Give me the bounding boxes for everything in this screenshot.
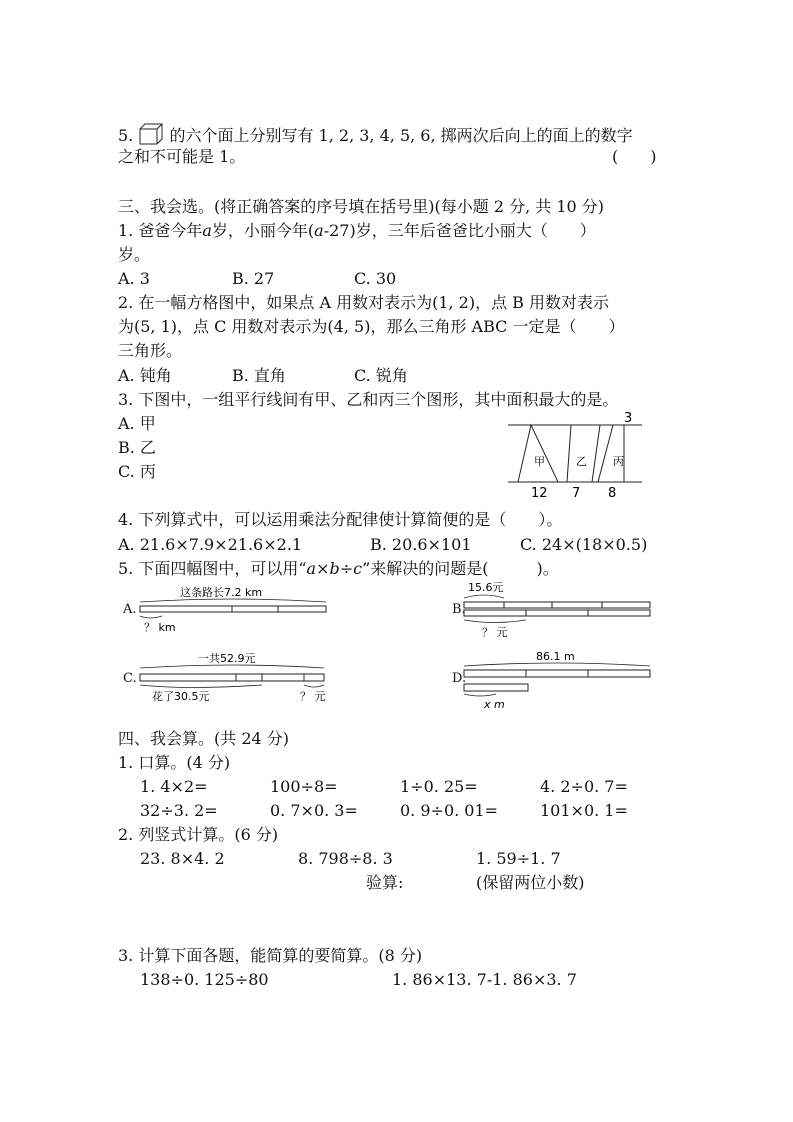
label-yi: 乙 xyxy=(576,455,587,468)
q5-text-cont: 之和不可能是 1。 xyxy=(118,147,246,166)
oral-calc-item: 0. 7×0. 3= xyxy=(270,801,358,820)
q2-option-a: A. 钝角 xyxy=(118,366,172,385)
diagram-c-bottom1: 花了30.5元 xyxy=(152,690,210,702)
simplify-item: 138÷0. 125÷80 xyxy=(140,970,269,989)
oral-calc-item: 1. 4×2= xyxy=(140,777,208,796)
q1-text: 岁，小丽今年( xyxy=(211,221,315,240)
simplify-item: 1. 86×13. 7-1. 86×3. 7 xyxy=(392,970,577,989)
vertical-calc-item: 8. 798÷8. 3 xyxy=(298,849,393,868)
shape-jia xyxy=(518,425,558,482)
label-b2: 7 xyxy=(572,486,581,500)
s4-p3-title: 3. 计算下面各题，能简算的要简算。(8 分) xyxy=(118,946,423,965)
diagram-c xyxy=(138,650,338,702)
q5-expression: a×b÷c xyxy=(306,559,363,578)
label-b1: 12 xyxy=(531,486,548,500)
vertical-calc-item: 23. 8×4. 2 xyxy=(140,849,225,868)
q5-number: 5. xyxy=(118,126,134,145)
s2-q5-line1 xyxy=(118,122,633,146)
diagram-b-top: 15.6元 xyxy=(468,581,504,594)
cube-icon xyxy=(138,122,164,146)
oral-calc-item: 101×0. 1= xyxy=(540,801,628,820)
q1-text: -27)岁，三年后爸爸比小丽大（ ） xyxy=(323,221,596,240)
diagram-b-label: B. xyxy=(452,602,466,617)
s4-p2-title: 2. 列竖式计算。(6 分) xyxy=(118,825,279,844)
diagram-a-top: 这条路长7.2 km xyxy=(180,586,263,599)
vertical-calc-item: 1. 59÷1. 7 xyxy=(476,849,561,868)
q3-option-c: C. 丙 xyxy=(118,462,156,481)
diagram-a xyxy=(138,584,338,632)
q4-option-c: C. 24×(18×0.5) xyxy=(520,535,648,554)
diagram-a-bottom: ？ km xyxy=(144,621,176,632)
label-top: 3 xyxy=(624,411,633,426)
section-3-title: 三、我会选。(将正确答案的序号填在括号里)(每小题 2 分, 共 10 分) xyxy=(118,197,605,216)
shape-bing xyxy=(598,425,624,482)
diagram-d xyxy=(462,648,662,710)
s3-q2-line2: 为(5, 1)，点 C 用数对表示为(4, 5)，那么三角形 ABC 一定是（ ） xyxy=(118,317,625,336)
s3-q2-line1: 2. 在一幅方格图中，如果点 A 用数对表示为(1, 2)，点 B 用数对表示 xyxy=(118,293,610,312)
shape-yi xyxy=(567,425,600,482)
s3-q3-line1: 3. 下图中，一组平行线间有甲、乙和丙三个图形，其中面积最大的是。 xyxy=(118,390,619,409)
q1-text: 1. 爸爸今年 xyxy=(118,221,203,240)
oral-calc-item: 0. 9÷0. 01= xyxy=(400,801,499,820)
rounding-note: (保留两位小数) xyxy=(476,873,585,892)
diagram-d-label: D. xyxy=(452,671,467,686)
oral-calc-item: 1÷0. 25= xyxy=(400,777,478,796)
q5-text: 的六个面上分别写有 1, 2, 3, 4, 5, 6, 掷两次后向上的面上的数字 xyxy=(169,126,633,145)
q5-answer-paren: ( ) xyxy=(612,147,657,166)
diagram-a-label: A. xyxy=(123,602,137,617)
section-4-title: 四、我会算。(共 24 分) xyxy=(118,729,290,748)
var-a: a xyxy=(314,221,324,240)
diagram-b-bottom: ？ 元 xyxy=(482,626,508,638)
q1-option-c: C. 30 xyxy=(354,269,397,288)
s4-p1-title: 1. 口算。(4 分) xyxy=(118,753,231,772)
q1-option-a: A. 3 xyxy=(118,269,150,288)
s3-q1-line1 xyxy=(118,221,596,241)
s3-q5-line1 xyxy=(118,559,559,579)
s3-q1-line2: 岁。 xyxy=(118,245,151,264)
label-bing: 丙 xyxy=(613,455,624,468)
label-b3: 8 xyxy=(608,486,617,500)
diagram-d-top: 86.1 m xyxy=(536,650,575,663)
q4-option-a: A. 21.6×7.9×21.6×2.1 xyxy=(118,535,303,554)
oral-calc-item: 32÷3. 2= xyxy=(140,801,218,820)
q2-option-c: C. 锐角 xyxy=(354,366,408,385)
s3-q4-line1: 4. 下列算式中，可以运用乘法分配律使计算简便的是（ ）。 xyxy=(118,510,563,529)
check-label: 验算: xyxy=(366,873,404,892)
oral-calc-item: 4. 2÷0. 7= xyxy=(540,777,628,796)
diagram-d-bottom: x m xyxy=(484,698,505,710)
q4-option-b: B. 20.6×101 xyxy=(370,535,472,554)
s3-q2-line3: 三角形。 xyxy=(118,341,183,360)
diagram-c-bottom2: ？ 元 xyxy=(300,690,326,702)
q3-option-a: A. 甲 xyxy=(118,414,156,433)
q2-option-b: B. 直角 xyxy=(232,366,286,385)
q5-text: ”来解决的问题是( )。 xyxy=(362,559,559,578)
diagram-c-top: 一共52.9元 xyxy=(198,652,256,665)
q3-option-b: B. 乙 xyxy=(118,438,156,457)
label-jia: 甲 xyxy=(534,455,545,468)
q5-text: 5. 下面四幅图中，可以用“ xyxy=(118,559,307,578)
s2-q5-line2 xyxy=(118,147,245,167)
diagram-b xyxy=(462,580,662,638)
var-a: a xyxy=(202,221,212,240)
parallel-lines-figure xyxy=(500,410,650,500)
diagram-c-label: C. xyxy=(123,671,137,686)
q1-option-b: B. 27 xyxy=(232,269,275,288)
oral-calc-item: 100÷8= xyxy=(270,777,338,796)
